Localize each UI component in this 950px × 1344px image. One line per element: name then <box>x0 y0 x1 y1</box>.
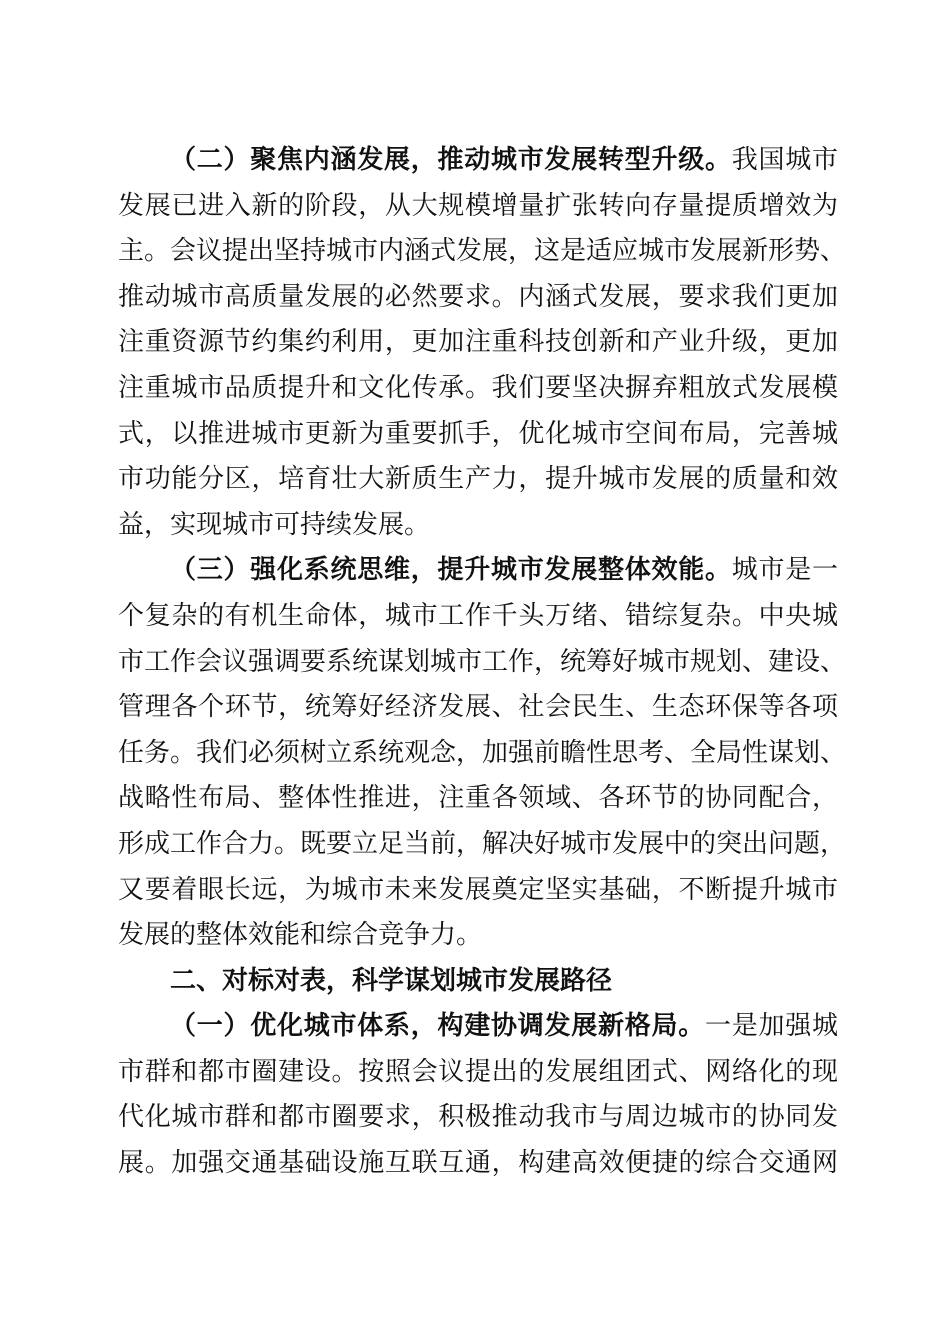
paragraph-1-line: 展。加强交通基础设施互联互通，构建高效便捷的综合交通网 <box>118 1148 838 1179</box>
paragraph-2-line: 注重资源节约集约利用，更加注重科技创新和产业升级，更加 <box>118 327 838 358</box>
paragraph-1-line: 代化城市群和都市圈要求，积极推动我市与周边城市的协同发 <box>118 1102 838 1133</box>
paragraph-1-line-1 <box>118 1004 838 1050</box>
paragraph-2-line: 推动城市高质量发展的必然要求。内涵式发展，要求我们更加 <box>118 281 838 312</box>
paragraph-2-line: 发展已进入新的阶段，从大规模增量扩张转向存量提质增效为 <box>118 190 838 221</box>
paragraph-2-line-1 <box>118 138 838 184</box>
paragraph-1-lead: （一）优化城市体系，构建协调发展新格局。 <box>170 1011 705 1042</box>
paragraph-2-line: 主。会议提出坚持城市内涵式发展，这是适应城市发展新形势、 <box>118 236 847 267</box>
paragraph-3-line: 任务。我们必须树立系统观念，加强前瞻性思考、全局性谋划、 <box>118 737 847 768</box>
document-page <box>118 138 847 1187</box>
section-heading: 二、对标对表，科学谋划城市发展路径 <box>170 965 613 996</box>
paragraph-2-line: 式，以推进城市更新为重要抓手，优化城市空间布局，完善城 <box>118 418 838 449</box>
paragraph-3-line: 市工作会议强调要系统谋划城市工作，统筹好城市规划、建设、 <box>118 646 847 677</box>
paragraph-3-line: 又要着眼长远，为城市未来发展奠定坚实基础，不断提升城市 <box>118 874 838 905</box>
paragraph-3-lead: （三）强化系统思维，提升城市发展整体效能。 <box>170 555 732 586</box>
paragraph-2-line: 注重城市品质提升和文化传承。我们要坚决摒弃粗放式发展模 <box>118 372 838 403</box>
paragraph-3-line: 个复杂的有机生命体，城市工作千头万绪、错综复杂。中央城 <box>118 600 838 631</box>
paragraph-3-line: 战略性布局、整体性推进，注重各领域、各环节的协同配合， <box>118 783 838 814</box>
paragraph-3-line: 管理各个环节，统筹好经济发展、社会民生、生态环保等各项 <box>118 692 838 723</box>
paragraph-3-line: 形成工作合力。既要立足当前，解决好城市发展中的突出问题， <box>118 828 847 859</box>
paragraph-2-line-last: 益，实现城市可持续发展。 <box>118 509 431 540</box>
paragraph-1-text: 一是加强城 <box>704 1011 838 1042</box>
paragraph-3-line-last: 发展的整体效能和综合竞争力。 <box>118 920 483 951</box>
paragraph-3-line-1 <box>118 548 838 594</box>
paragraph-2-lead: （二）聚焦内涵发展，推动城市发展转型升级。 <box>170 145 732 175</box>
paragraph-2-text: 我国城市 <box>731 145 838 175</box>
paragraph-3-text: 城市是一 <box>731 555 838 586</box>
paragraph-2-line: 市功能分区，培育壮大新质生产力，提升城市发展的质量和效 <box>118 464 838 495</box>
paragraph-1-line: 市群和都市圈建设。按照会议提出的发展组团式、网络化的现 <box>118 1056 838 1087</box>
